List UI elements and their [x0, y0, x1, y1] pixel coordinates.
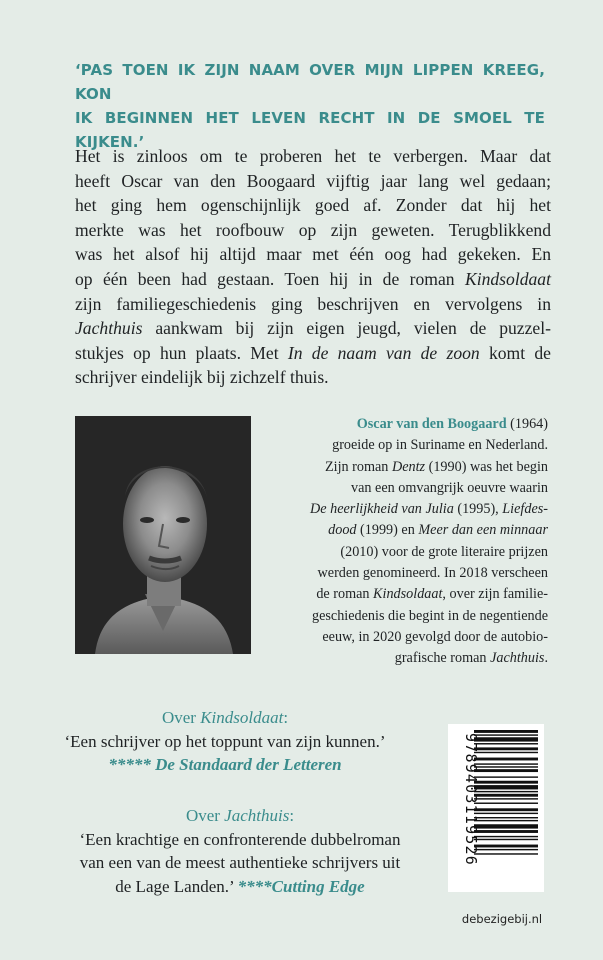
blurb-line: merkte was het roofbouw op zijn geweten. Terugblikkend — [75, 219, 551, 240]
author-bio — [270, 414, 548, 670]
bio-text: . — [544, 650, 548, 667]
barcode-bar — [474, 743, 538, 744]
blurb-line: zijn familiegeschiedenis ging beschrijven en vervolgens in — [75, 293, 551, 314]
book-title-julia: De heerlijkheid van Julia — [310, 501, 454, 518]
book-title-meer-dan-een-minnaar: Meer dan een minnaar — [418, 522, 548, 539]
barcode-bar — [474, 747, 538, 750]
blurb-text: stukjes op hun plaats. Met — [75, 342, 288, 363]
author-photo — [75, 416, 251, 654]
review-book-title: Jachthuis — [224, 806, 290, 825]
blurb-text: komt de — [479, 342, 551, 363]
bio-line: groeide op in Suriname en Nederland. — [332, 437, 548, 454]
author-portrait-illustration — [75, 416, 251, 654]
book-title-kindsoldaat: Kindsoldaat — [373, 586, 443, 603]
barcode-bar — [474, 839, 538, 840]
barcode-bar — [474, 781, 538, 784]
bio-line — [270, 648, 548, 669]
bio-text: (1990) was het begin — [425, 458, 548, 475]
book-title-liefdesdood: Liefdes- — [502, 501, 548, 518]
blurb-line — [75, 341, 551, 366]
barcode-bar — [474, 758, 538, 761]
bio-text: Zijn roman — [324, 458, 392, 475]
review-source-name: Cutting Edge — [271, 876, 365, 896]
bio-line: geschiedenis die begint in de negentiende — [312, 607, 548, 624]
barcode-bar — [474, 734, 538, 735]
bio-line — [270, 414, 548, 435]
bio-line — [270, 499, 548, 520]
blurb-line: het ging hem ogenschijnlijk goed af. Zonder dat hij het — [75, 195, 551, 216]
bio-line — [270, 584, 548, 605]
cover-quote — [75, 58, 545, 154]
barcode-bar — [474, 820, 538, 821]
review-colon: : — [289, 806, 295, 825]
blurb-line — [75, 316, 551, 341]
review-over: Over — [185, 806, 225, 825]
bio-text: (1964) — [506, 416, 548, 432]
author-name: Oscar van den Boogaard — [356, 416, 507, 432]
barcode-bar — [474, 798, 538, 799]
bio-line: van een omvangrijk oeuvre waarin — [351, 479, 548, 496]
review-kindsoldaat — [60, 706, 390, 777]
cover-quote-line-2: IK BEGINNEN HET LEVEN RECHT IN DE SMOEL TE KIJKEN.’ — [75, 109, 545, 151]
barcode-bar — [474, 817, 538, 818]
barcode-bar — [474, 849, 538, 850]
review-source — [60, 753, 390, 777]
review-stars: **** — [237, 876, 272, 896]
blurb-line: schrijver eindelijk bij zichzelf thuis. — [75, 367, 329, 388]
barcode-bar — [474, 824, 538, 828]
bio-text: de roman — [316, 586, 374, 603]
bio-line: (2010) voor de grote literaire prijzen — [340, 543, 548, 560]
bio-line: werden genomineerd. In 2018 verscheen — [317, 565, 548, 582]
blurb-line: was het alsof hij altijd maar met één oog had gekeken. En — [75, 244, 551, 265]
review-stars: ***** — [108, 755, 151, 774]
review-colon: : — [283, 708, 289, 727]
book-title-liefdesdood-end: dood — [328, 522, 357, 539]
blurb-text: op één been had gestaan. Toen hij in de roman — [75, 268, 465, 289]
review-over: Over — [161, 708, 201, 727]
barcode-bar — [474, 836, 538, 837]
barcode-bar — [474, 830, 538, 833]
barcode-bar — [474, 813, 538, 814]
barcode-bar — [474, 794, 538, 797]
barcode-bar — [474, 766, 538, 767]
barcode-bar — [474, 853, 538, 854]
blurb-text: aankwam bij zijn eigen jeugd, vielen de puzzel- — [142, 318, 551, 339]
review-quote-line: ‘Een krachtige en confronterende dubbelroman — [79, 829, 401, 849]
review-quote-line — [60, 875, 420, 899]
review-jachthuis — [60, 804, 420, 898]
barcode-bar — [474, 845, 538, 848]
blurb-line: heeft Oscar van den Boogaard vijftig jaar lang wel gedaan; — [75, 170, 551, 191]
review-source-name: De Standaard der Letteren — [155, 755, 342, 774]
blurb — [75, 144, 551, 390]
bio-text: (1999) en — [356, 522, 419, 539]
barcode-bar — [474, 791, 538, 792]
barcode-bar — [474, 763, 538, 764]
barcode-bar — [474, 730, 538, 733]
bio-text: (1995), — [453, 501, 503, 518]
cover-quote-line-1: ‘PAS TOEN IK ZIJN NAAM OVER MIJN LIPPEN KREEG, KON — [75, 61, 545, 103]
book-title-dentz: Dentz — [391, 458, 426, 475]
barcode-bar — [474, 737, 538, 741]
book-title-kindsoldaat: Kindsoldaat — [464, 268, 551, 289]
barcode-bar — [474, 776, 538, 777]
book-title-in-de-naam-van-de-zoon: In de naam van de zoon — [287, 342, 480, 363]
review-heading — [60, 804, 420, 828]
review-heading — [60, 706, 390, 730]
review-quote-line: van een van de meest authentieke schrijvers uit — [79, 853, 401, 872]
blurb-line: Het is zinloos om te proberen het te verbergen. Maar dat — [75, 146, 551, 166]
book-title-jachthuis: Jachthuis — [490, 650, 545, 667]
bio-line — [270, 520, 548, 541]
publisher-website: debezigebij.nl — [461, 912, 543, 926]
barcode-bar — [474, 803, 538, 804]
bio-line: eeuw, in 2020 gevolgd door de autobio- — [322, 628, 548, 645]
review-quote: ‘Een schrijver op het toppunt van zijn kunnen.’ — [64, 731, 386, 751]
bio-line — [270, 457, 548, 478]
bio-text: , over zijn familie- — [442, 586, 548, 603]
barcode-bar — [474, 752, 538, 753]
blurb-line — [75, 267, 551, 292]
review-book-title: Kindsoldaat — [200, 708, 284, 727]
isbn-number: 9789403119526 — [462, 733, 480, 866]
barcode-bar — [474, 769, 538, 772]
barcode-bar — [474, 808, 538, 811]
bio-text: grafische roman — [394, 650, 491, 667]
review-quote-end: de Lage Landen.’ — [115, 876, 238, 896]
barcode-bar — [474, 785, 538, 789]
book-title-jachthuis: Jachthuis — [75, 318, 143, 339]
